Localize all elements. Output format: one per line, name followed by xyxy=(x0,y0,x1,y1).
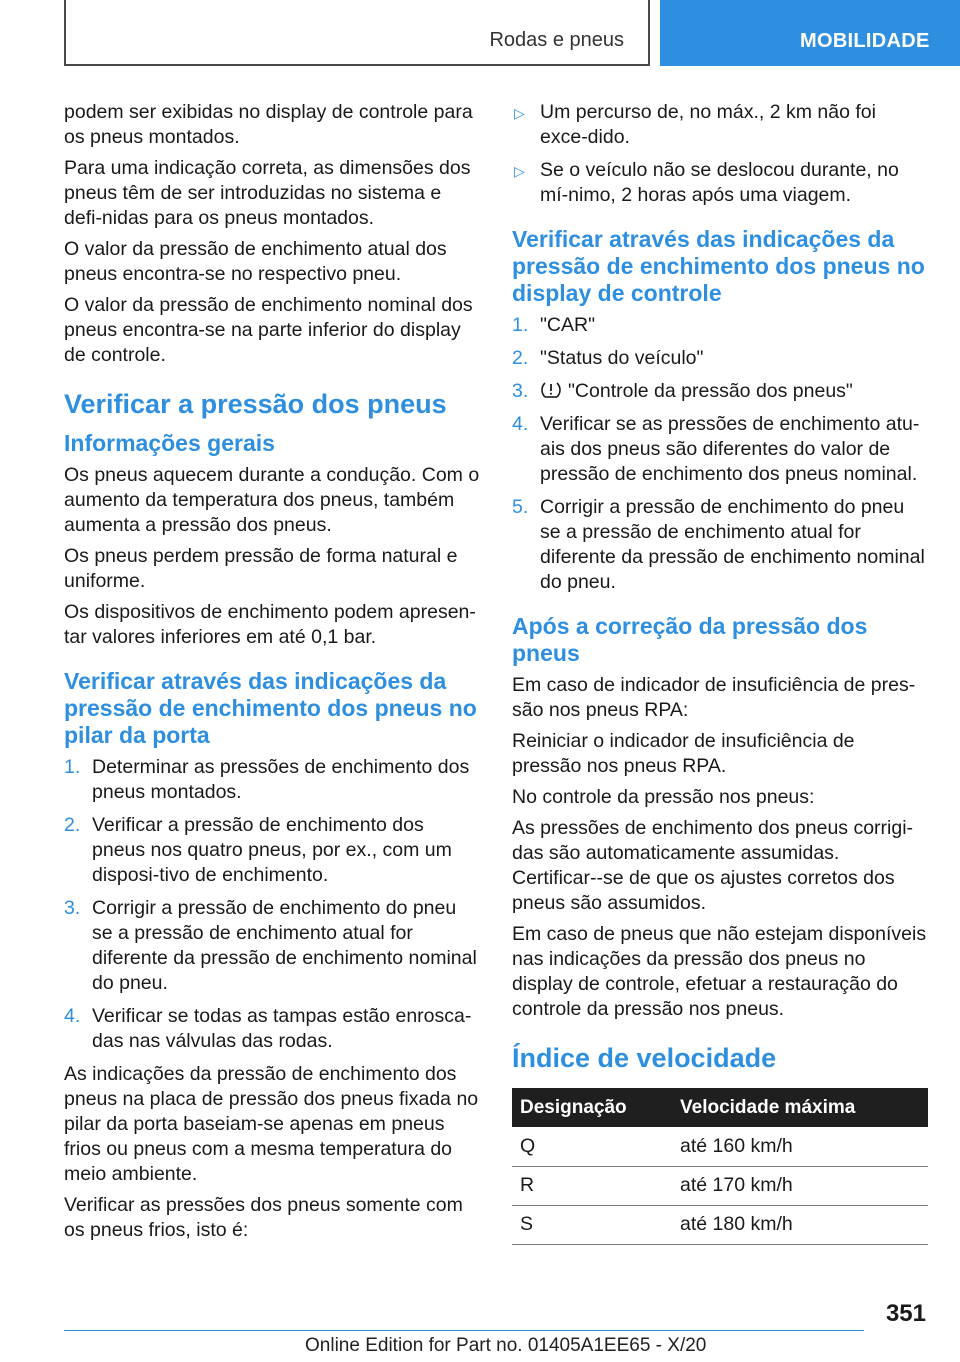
paragraph: O valor da pressão de enchimento nominal dos pneus encontra-se na parte inferior do display de controle. xyxy=(64,294,473,366)
paragraph: O valor da pressão de enchimento atual dos pneus encontra-se no respectivo pneu. xyxy=(64,238,447,285)
table-cell: até 180 km/h xyxy=(672,1205,928,1244)
table-cell: até 170 km/h xyxy=(672,1166,928,1205)
chapter-tab: MOBILIDADE xyxy=(660,0,960,66)
tire-pressure-warning-icon xyxy=(540,380,562,400)
bullet-list xyxy=(512,100,928,208)
left-column xyxy=(64,100,480,1249)
list-item xyxy=(512,379,928,404)
step-number: 5. xyxy=(512,496,529,518)
subsection-heading: Verificar através das indicações da pressão de enchimento dos pneus no display de controle xyxy=(512,226,925,306)
paragraph: Os pneus aquecem durante a condução. Com o aumento da temperatura dos pneus, também aumenta a pressão dos pneus. xyxy=(64,464,480,536)
list-item xyxy=(512,100,928,150)
paragraph: As pressões de enchimento dos pneus corrigi-das são automaticamente assumidas. Certificar--se de que os ajustes corretos dos pneus são assumidos. xyxy=(512,817,914,914)
speed-index-table xyxy=(512,1088,928,1245)
subsection-heading: Verificar através das indicações da pressão de enchimento dos pneus no pilar da porta xyxy=(64,668,477,748)
section-title: Rodas e pneus xyxy=(489,29,624,51)
step-text: Corrigir a pressão de enchimento do pneu se a pressão de enchimento atual for diferente da pressão de enchimento nominal do pneu. xyxy=(540,496,925,593)
list-item xyxy=(512,346,928,371)
step-text: "CAR" xyxy=(540,314,596,336)
paragraph: Os dispositivos de enchimento podem apresen-tar valores inferiores em até 0,1 bar. xyxy=(64,601,476,648)
step-text: Verificar se as pressões de enchimento atu-ais dos pneus são diferentes do valor de pressão de enchimento dos pneus nominal. xyxy=(540,413,920,485)
steps-list xyxy=(512,313,928,595)
step-number: 4. xyxy=(512,413,529,435)
list-item xyxy=(512,158,928,208)
triangle-bullet-icon: ▷ xyxy=(514,105,525,121)
step-text: "Controle da pressão dos pneus" xyxy=(568,380,853,402)
paragraph: podem ser exibidas no display de controle para os pneus montados. xyxy=(64,101,473,148)
page-number: 351 xyxy=(885,1300,926,1327)
list-item xyxy=(512,313,928,338)
step-number: 4. xyxy=(64,1005,81,1027)
table-row xyxy=(512,1127,928,1166)
table-cell: Q xyxy=(512,1127,672,1166)
list-item xyxy=(512,495,928,595)
paragraph: Verificar as pressões dos pneus somente com os pneus frios, isto é: xyxy=(64,1194,463,1241)
step-text: Verificar se todas as tampas estão enrosca-das nas válvulas das rodas. xyxy=(92,1005,472,1052)
table-cell: até 160 km/h xyxy=(672,1127,928,1166)
paragraph: Em caso de pneus que não estejam disponíveis nas indicações da pressão dos pneus no display de controle, efetuar a restauração do controle da pressão nos pneus. xyxy=(512,923,927,1020)
subsection-heading: Informações gerais xyxy=(64,430,275,456)
step-number: 1. xyxy=(512,314,529,336)
list-item xyxy=(64,813,480,888)
footer-divider xyxy=(64,1330,864,1331)
step-text: Corrigir a pressão de enchimento do pneu se a pressão de enchimento atual for diferente da pressão de enchimento nominal do pneu. xyxy=(92,897,477,994)
section-heading: Verificar a pressão dos pneus xyxy=(64,389,447,419)
table-row xyxy=(512,1205,928,1244)
right-column xyxy=(512,100,928,1245)
table-header-row xyxy=(512,1088,928,1127)
subsection-heading: Após a correção da pressão dos pneus xyxy=(512,613,868,666)
table-cell: S xyxy=(512,1205,672,1244)
header-section-box xyxy=(64,0,650,66)
step-number: 2. xyxy=(512,347,529,369)
bullet-text: Um percurso de, no máx., 2 km não foi exce-dido. xyxy=(540,101,876,148)
list-item xyxy=(512,412,928,487)
list-item xyxy=(64,1004,480,1054)
section-heading: Índice de velocidade xyxy=(512,1043,777,1073)
column-header: Designação xyxy=(512,1088,672,1127)
paragraph: Em caso de indicador de insuficiência de pres-são nos pneus RPA: xyxy=(512,674,916,721)
column-header: Velocidade máxima xyxy=(672,1088,928,1127)
paragraph: Reiniciar o indicador de insuficiência de pressão nos pneus RPA. xyxy=(512,730,855,777)
steps-list xyxy=(64,755,480,1054)
paragraph: No controle da pressão nos pneus: xyxy=(512,786,815,808)
paragraph: Para uma indicação correta, as dimensões dos pneus têm de ser introduzidas no sistema e defi-nidas para os pneus montados. xyxy=(64,157,471,229)
step-text: "Status do veículo" xyxy=(540,347,704,369)
triangle-bullet-icon: ▷ xyxy=(514,163,525,179)
list-item xyxy=(64,755,480,805)
table-row xyxy=(512,1166,928,1205)
footer-edition: Online Edition for Part no. 01405A1EE65 - X/20 xyxy=(305,1335,707,1356)
table-cell: R xyxy=(512,1166,672,1205)
list-item xyxy=(64,896,480,996)
bullet-text: Se o veículo não se deslocou durante, no mí-nimo, 2 horas após uma viagem. xyxy=(540,159,899,206)
step-number: 1. xyxy=(64,756,81,778)
paragraph: As indicações da pressão de enchimento dos pneus na placa de pressão dos pneus fixada no pilar da porta baseiam-se apenas em pneus frios ou pneus com a mesma temperatura do meio ambiente. xyxy=(64,1063,479,1185)
step-number: 2. xyxy=(64,814,81,836)
step-text: Verificar a pressão de enchimento dos pneus nos quatro pneus, por ex., com um disposi-tivo de enchimento. xyxy=(92,814,452,886)
step-number: 3. xyxy=(64,897,81,919)
paragraph: Os pneus perdem pressão de forma natural e uniforme. xyxy=(64,545,458,592)
step-text: Determinar as pressões de enchimento dos pneus montados. xyxy=(92,756,470,803)
step-number: 3. xyxy=(512,380,529,402)
